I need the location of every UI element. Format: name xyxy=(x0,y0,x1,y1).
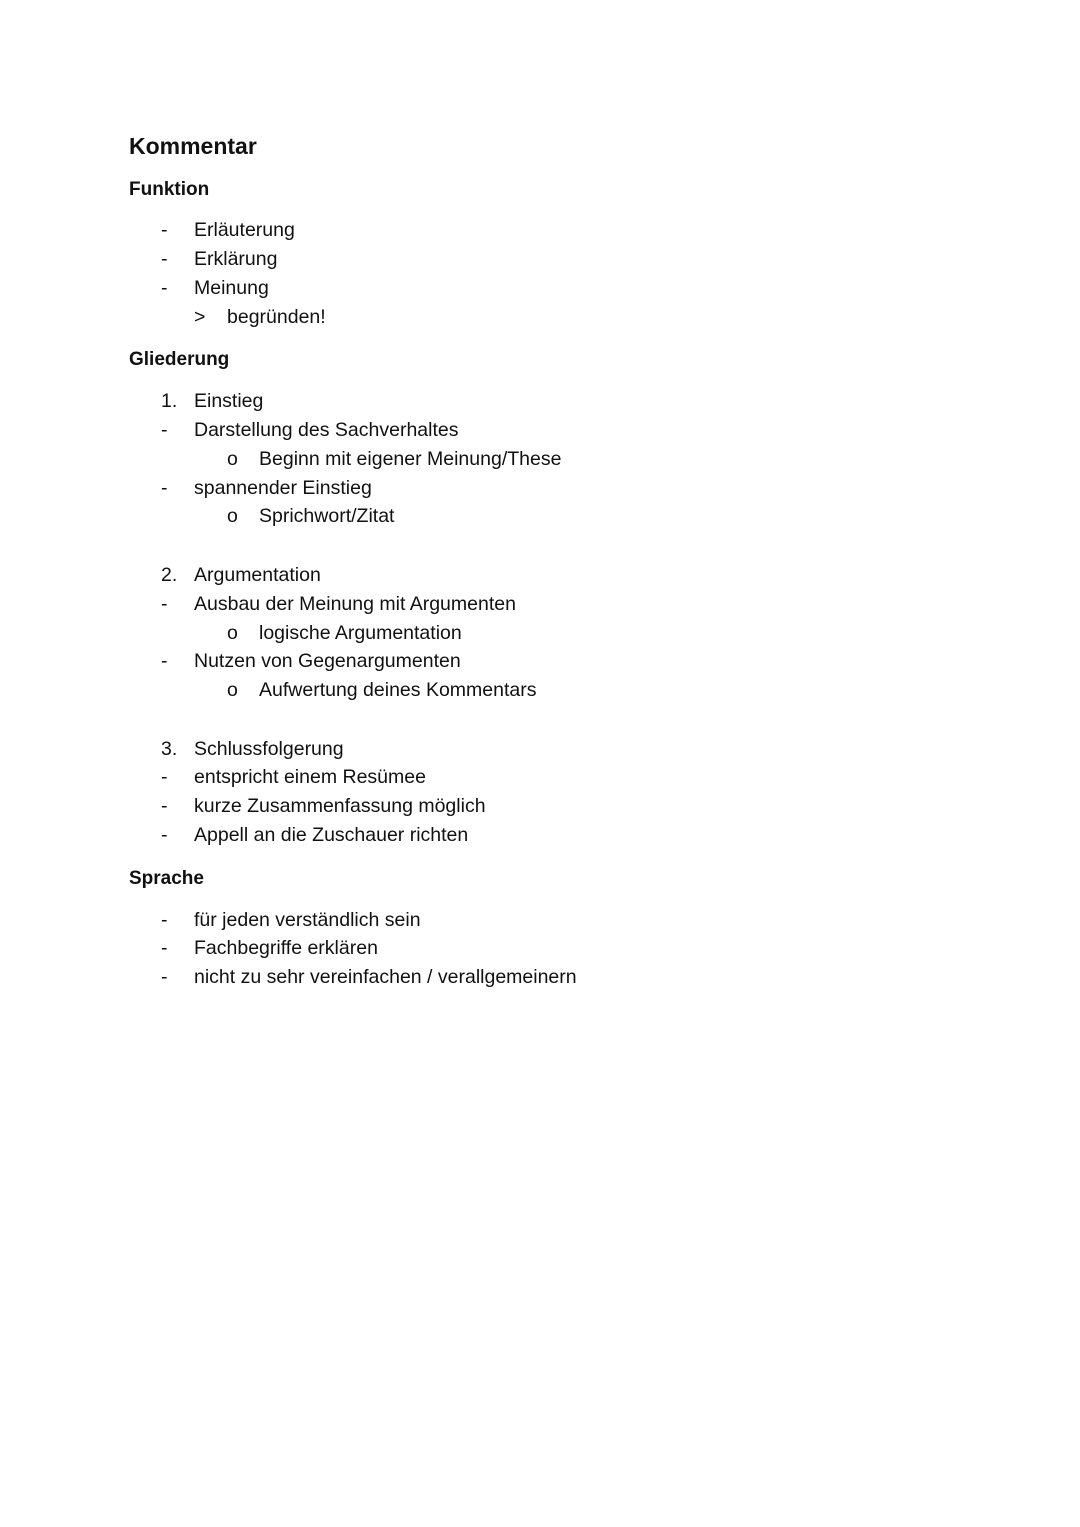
list-item: Erläuterung xyxy=(194,219,295,241)
list-item: entspricht einem Resümee xyxy=(194,766,426,788)
dash-marker: - xyxy=(161,650,168,672)
section-heading-funktion: Funktion xyxy=(129,179,210,200)
circle-marker: o xyxy=(227,622,238,644)
list-item: kurze Zusammenfassung möglich xyxy=(194,795,486,817)
list-item: Ausbau der Meinung mit Argumenten xyxy=(194,593,516,615)
list-item: Darstellung des Sachverhaltes xyxy=(194,419,459,441)
dash-marker: - xyxy=(161,795,168,817)
section-heading-gliederung: Gliederung xyxy=(129,349,230,370)
sub-list-item: begründen! xyxy=(227,306,326,328)
sub-list-item: logische Argumentation xyxy=(259,622,462,644)
section-number: 2. xyxy=(161,564,178,586)
sub-list-item: Beginn mit eigener Meinung/These xyxy=(259,448,562,470)
dash-marker: - xyxy=(161,824,168,846)
circle-marker: o xyxy=(227,679,238,701)
list-item: spannender Einstieg xyxy=(194,477,372,499)
section-heading-sprache: Sprache xyxy=(129,868,204,889)
list-item: Appell an die Zuschauer richten xyxy=(194,824,469,846)
circle-marker: o xyxy=(227,448,238,470)
dash-marker: - xyxy=(161,477,168,499)
section-label: Argumentation xyxy=(194,564,321,586)
list-item: Fachbegriffe erklären xyxy=(194,937,378,959)
sub-list-item: Aufwertung deines Kommentars xyxy=(259,679,537,701)
dash-marker: - xyxy=(161,248,168,270)
page-title: Kommentar xyxy=(129,133,257,159)
section-number: 3. xyxy=(161,738,178,760)
arrow-marker: > xyxy=(194,306,206,328)
dash-marker: - xyxy=(161,419,168,441)
dash-marker: - xyxy=(161,766,168,788)
list-item: Erklärung xyxy=(194,248,278,270)
list-item: Meinung xyxy=(194,277,269,299)
dash-marker: - xyxy=(161,219,168,241)
dash-marker: - xyxy=(161,593,168,615)
dash-marker: - xyxy=(161,909,168,931)
dash-marker: - xyxy=(161,277,168,299)
section-number: 1. xyxy=(161,390,178,412)
circle-marker: o xyxy=(227,505,238,527)
list-item: für jeden verständlich sein xyxy=(194,909,421,931)
dash-marker: - xyxy=(161,937,168,959)
sub-list-item: Sprichwort/Zitat xyxy=(259,505,395,527)
section-label: Einstieg xyxy=(194,390,264,412)
section-label: Schlussfolgerung xyxy=(194,738,344,760)
dash-marker: - xyxy=(161,966,168,988)
list-item: Nutzen von Gegenargumenten xyxy=(194,650,461,672)
list-item: nicht zu sehr vereinfachen / verallgemeinern xyxy=(194,966,577,988)
